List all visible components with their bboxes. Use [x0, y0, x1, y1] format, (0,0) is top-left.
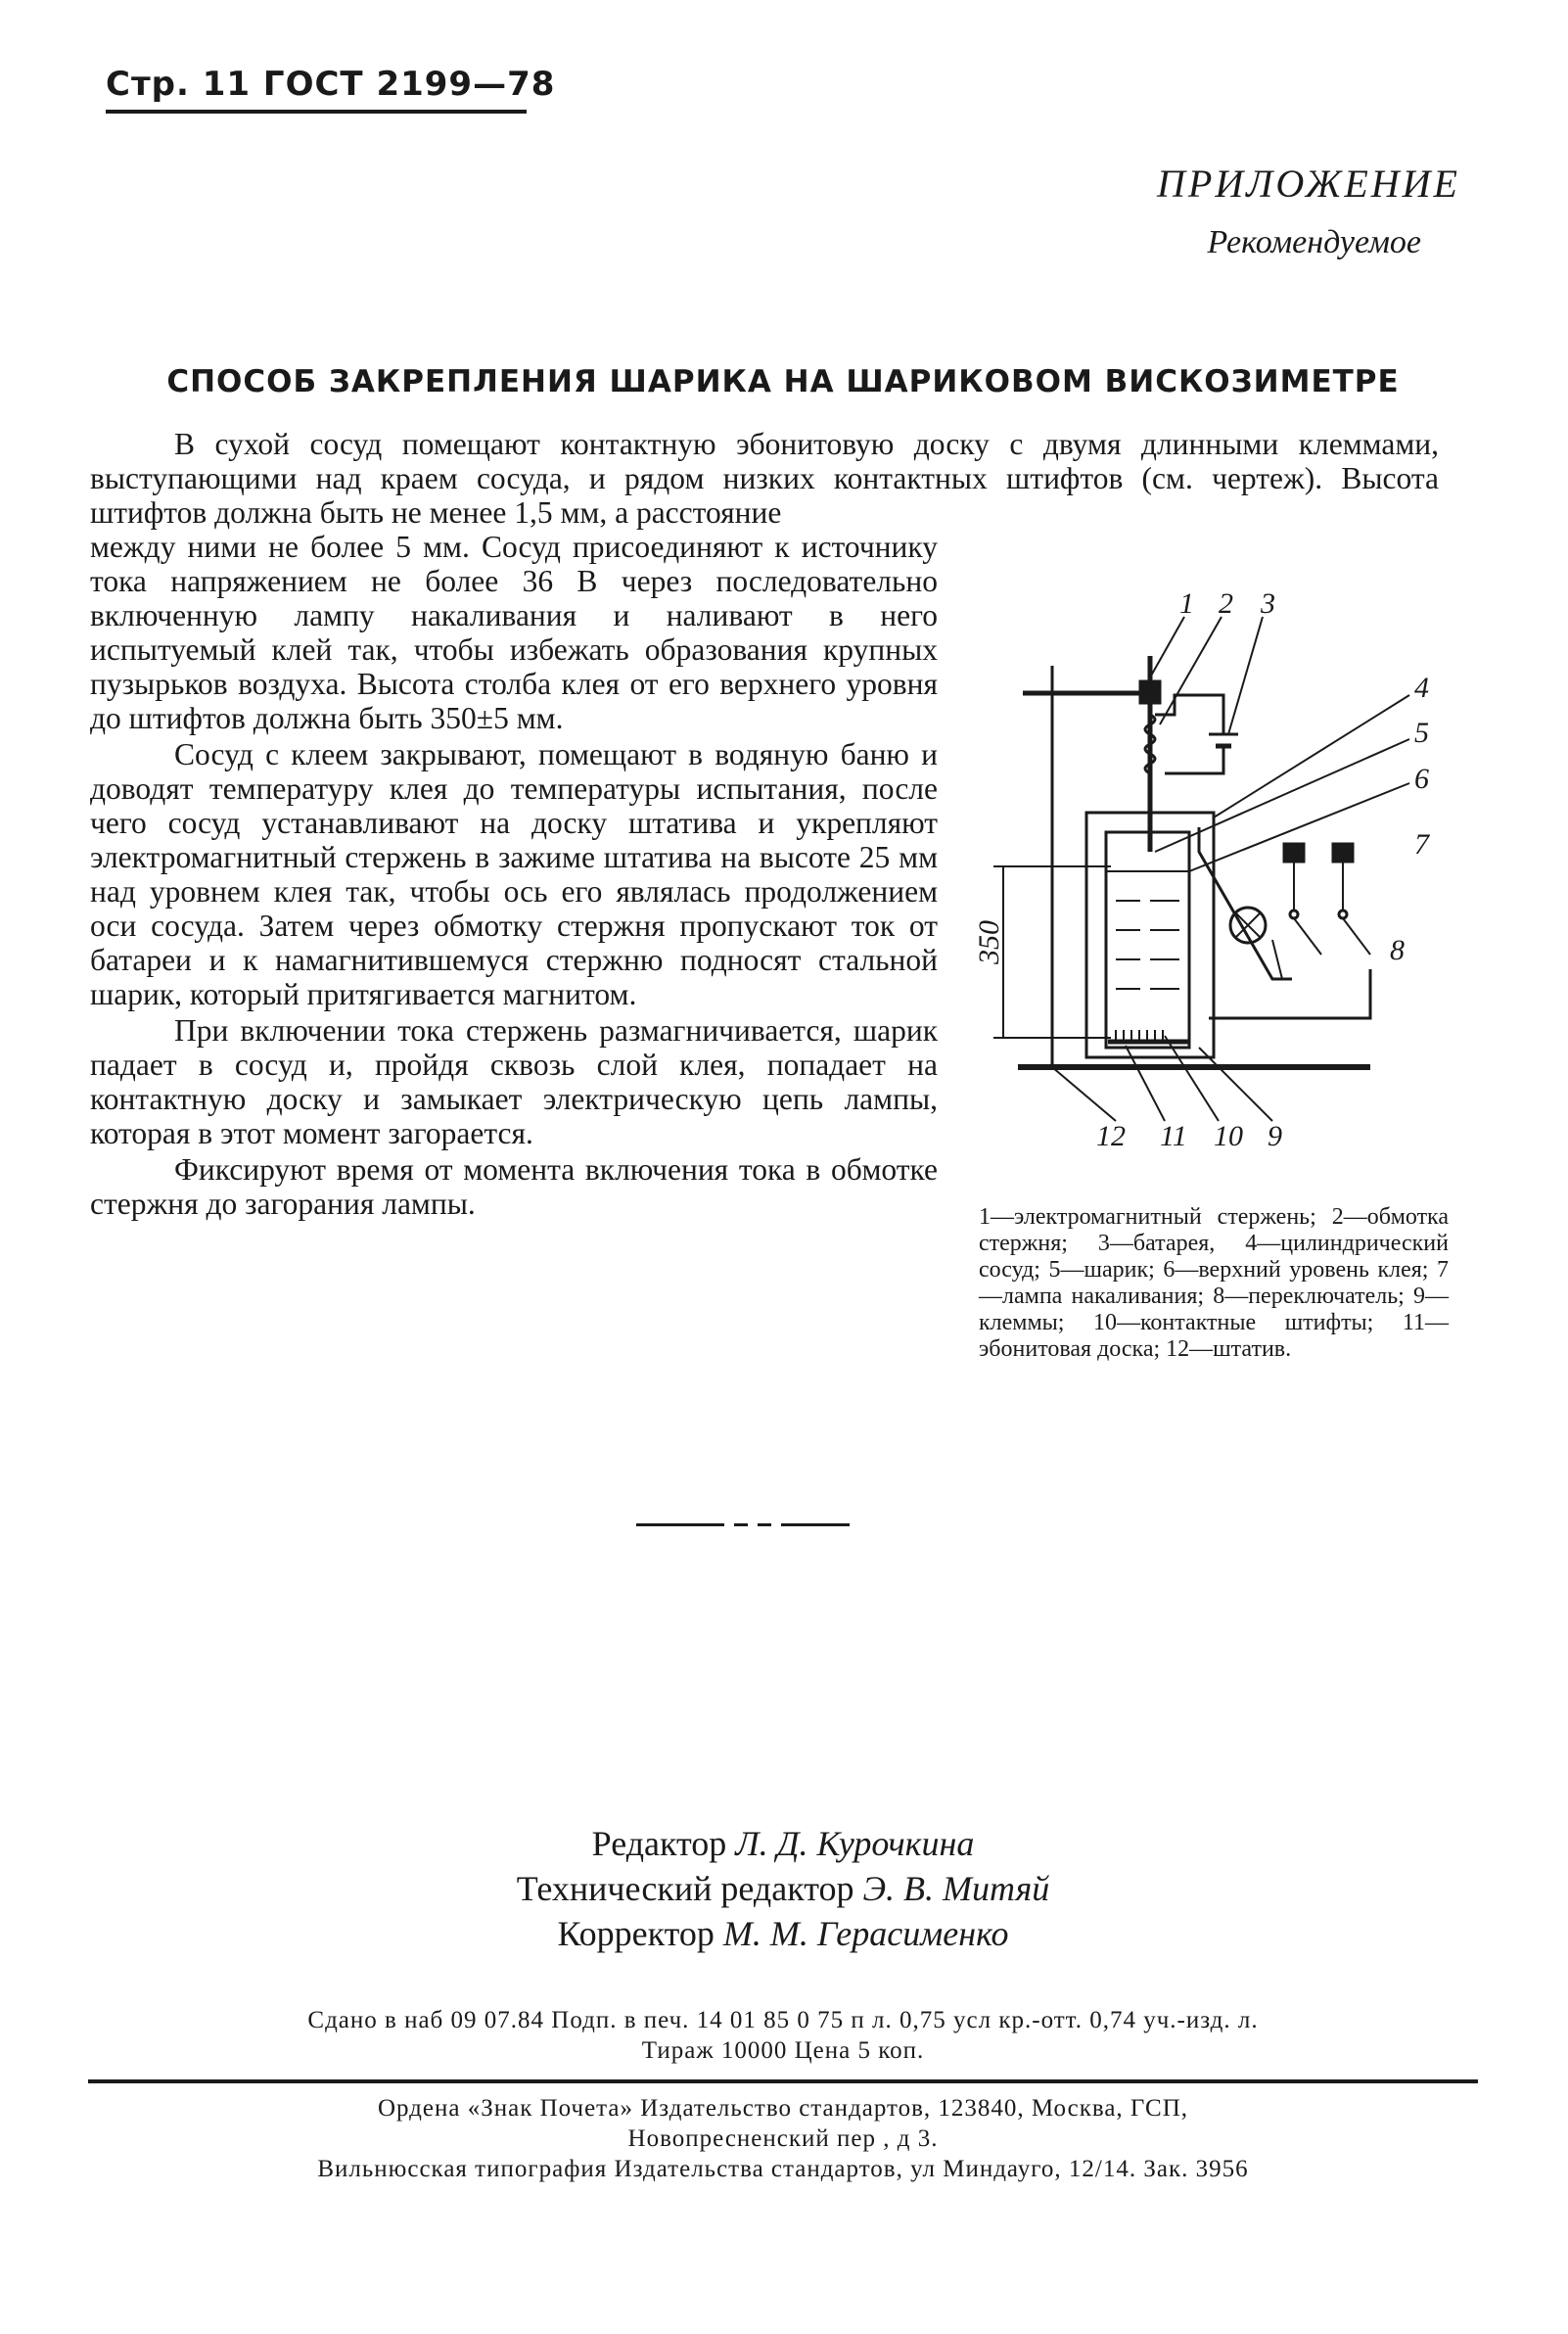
section-title: СПОСОБ ЗАКРЕПЛЕНИЯ ШАРИКА НА ШАРИКОВОМ ВИСКОЗИМЕТРЕ	[166, 364, 1400, 399]
header-rule	[106, 110, 527, 114]
rod-winding	[1145, 715, 1155, 773]
paragraph-text: Фиксируют время от момента включения тока в обмотке стержня до загорания лампы.	[90, 1152, 938, 1221]
appendix-subtitle: Рекомендуемое	[1207, 224, 1421, 260]
print-info-line: Сдано в наб 09 07.84 Подп. в печ. 14 01 85 0 75 п л. 0,75 усл кр.-отт. 0,74 уч.-изд. л.	[307, 2007, 1259, 2033]
label-12: 12	[1096, 1120, 1126, 1152]
switch-blade	[1294, 918, 1321, 955]
label-10: 10	[1214, 1120, 1243, 1152]
terminal	[1333, 844, 1353, 862]
label-5: 5	[1414, 717, 1429, 749]
leader-line	[1214, 695, 1409, 817]
appendix-block	[1157, 161, 1460, 261]
paragraph-text: Сосуд с клеем закрывают, помещают в водяную баню и доводят температуру клея до температуры испытания, после чего сосуд устанавливают на доску штатива и укрепляют электромагнитный стержень в зажиме штатива на высоте 25 мм над уровнем клея так, чтобы ось его являлась продолжением оси сосуда. Затем через обмотку стержня пропускают ток от батареи и к намагнитившемуся стержню подносят стальной шарик, который притягивается магнитом.	[90, 737, 938, 1011]
print-info-line: Тираж 10000 Цена 5 коп.	[641, 2037, 925, 2064]
label-11: 11	[1160, 1120, 1187, 1152]
switch-blade	[1343, 918, 1370, 955]
publisher-line: Новопресненский пер , д 3.	[627, 2125, 939, 2152]
credit-name: Э. В. Митяй	[862, 1869, 1050, 1908]
publisher-info	[88, 2093, 1478, 2184]
intro-paragraph	[90, 427, 1439, 530]
label-3: 3	[1261, 587, 1275, 620]
credit-name: Л. Д. Курочкина	[735, 1824, 975, 1863]
appendix-title: ПРИЛОЖЕНИЕ	[1157, 162, 1460, 206]
page-header: Стр. 11 ГОСТ 2199—78	[106, 65, 556, 104]
lamp-wire	[1272, 940, 1282, 979]
credit-tech-editor	[392, 1866, 1175, 1911]
label-1: 1	[1179, 587, 1194, 620]
publisher-line: Вильнюсская типография Издательства стандартов, ул Миндауго, 12/14. Зак. 3956	[317, 2156, 1249, 2182]
print-info	[88, 2005, 1478, 2066]
vessel-inner	[1106, 832, 1189, 1048]
label-6: 6	[1414, 763, 1429, 795]
publisher-line: Ордена «Знак Почета» Издательство стандартов, 123840, Москва, ГСП,	[377, 2095, 1189, 2122]
credits-block	[392, 1821, 1175, 1956]
label-7: 7	[1414, 828, 1429, 861]
label-8: 8	[1390, 934, 1405, 966]
switch-contact	[1290, 910, 1298, 918]
terminal	[1284, 844, 1304, 862]
credit-name: М. М. Герасименко	[722, 1914, 1009, 1953]
paragraph-text: При включении тока стержень размагничивается, шарик падает в сосуд и, пройдя сквозь слой клея, попадает на контактную доску и замыкает электрическую цепь лампы, которая в этот момент загорается.	[90, 1013, 938, 1150]
paragraph-text: между ними не более 5 мм. Сосуд присоединяют к источнику тока напряжением не более 36 В через последовательно включенную лампу накаливания и наливают в него испытуемый клей так, чтобы избежать образования крупных пузырьков воздуха. Высота столба клея от его верхнего уровня до штифтов должна быть 350±5 мм.	[90, 530, 938, 735]
dimension-label: 350	[973, 920, 1005, 964]
contact-pins	[1116, 1030, 1163, 1040]
credit-corrector	[392, 1911, 1175, 1956]
label-2: 2	[1219, 587, 1233, 620]
leader-line	[1228, 617, 1263, 734]
credit-editor	[392, 1821, 1175, 1866]
footer-rule	[88, 2079, 1478, 2083]
switch-contact	[1339, 910, 1347, 918]
paragraph-text: В сухой сосуд помещают контактную эбонитовую доску с двумя длинными клеммами, выступающими над краем сосуда, и рядом низких контактных штифтов (см. чертеж). Высота штифтов должна быть не менее 1,5 мм, а расстояние	[90, 427, 1439, 530]
credit-role: Редактор	[591, 1824, 727, 1863]
leader-line	[1052, 1067, 1116, 1121]
leader-line	[1150, 617, 1184, 677]
credit-role: Технический редактор	[516, 1869, 854, 1908]
figure-caption: 1—электромагнитный стержень; 2—обмотка стержня; 3—батарея, 4—цилиндрический сосуд; 5—шарик; 6—верхний уровень клея; 7—лампа накаливания; 8—переключатель; 9—клеммы; 10—контактные штифты; 11—эбонитовая доска; 12—штатив.	[979, 1204, 1449, 1362]
label-4: 4	[1414, 672, 1429, 704]
viscometer-diagram	[973, 587, 1449, 1155]
leader-line	[1160, 617, 1222, 724]
leader-line	[1165, 1036, 1219, 1121]
credit-role: Корректор	[557, 1914, 715, 1953]
leader-line	[1199, 1048, 1272, 1121]
separator-rule	[636, 1523, 871, 1526]
battery-wire	[1165, 746, 1223, 773]
lamp-wire	[1209, 969, 1370, 1018]
label-9: 9	[1268, 1120, 1282, 1152]
left-column-text	[90, 530, 938, 1221]
